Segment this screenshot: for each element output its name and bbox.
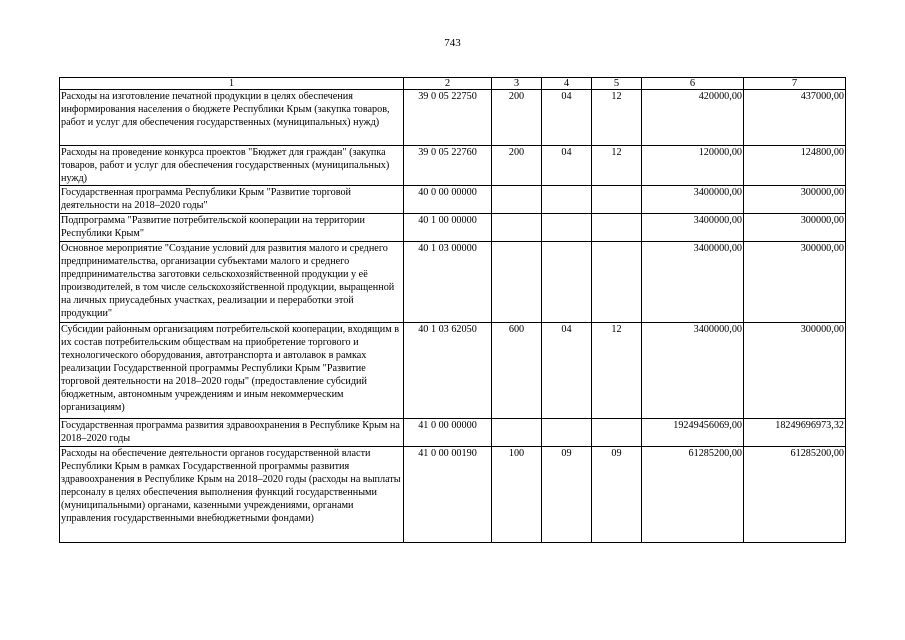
row-name: Основное мероприятие "Создание условий для развития малого и среднего предпринимательства, организации субъектами малого и среднего предпринимательства заготовки сельскохозяйственной продукции у её производителей, в том числе сельскохозяйственной продукции, выращенной на личных приусадебных участках, реализации и переработки этой продукции" xyxy=(60,242,404,323)
row-subsection xyxy=(592,419,642,447)
row-target-article: 40 0 00 00000 xyxy=(404,186,492,214)
col-header-5: 5 xyxy=(592,78,642,90)
row-section: 04 xyxy=(542,146,592,186)
row-section xyxy=(542,186,592,214)
row-sum-year2: 300000,00 xyxy=(744,186,846,214)
row-sum-year2: 124800,00 xyxy=(744,146,846,186)
row-expense-type: 100 xyxy=(492,447,542,543)
row-name: Расходы на изготовление печатной продукции в целях обеспечения информирования населения о бюджете Республики Крым (закупка товаров, работ и услуг для обеспечения государственных (муниципальных) нужд) xyxy=(60,90,404,146)
table-row xyxy=(60,90,846,146)
table-row xyxy=(60,242,846,323)
row-name: Государственная программа развития здравоохранения в Республике Крым на 2018–2020 годы xyxy=(60,419,404,447)
row-subsection: 12 xyxy=(592,323,642,419)
row-sum-year2: 437000,00 xyxy=(744,90,846,146)
row-sum-year2: 300000,00 xyxy=(744,323,846,419)
table-row xyxy=(60,186,846,214)
row-section xyxy=(542,214,592,242)
row-name: Расходы на проведение конкурса проектов "Бюджет для граждан" (закупка товаров, работ и услуг для обеспечения государственных (муниципальных) нужд) xyxy=(60,146,404,186)
row-sum-year1: 3400000,00 xyxy=(642,214,744,242)
row-expense-type: 200 xyxy=(492,90,542,146)
row-expense-type xyxy=(492,242,542,323)
row-sum-year1: 3400000,00 xyxy=(642,186,744,214)
col-header-4: 4 xyxy=(542,78,592,90)
row-sum-year1: 19249456069,00 xyxy=(642,419,744,447)
row-sum-year1: 420000,00 xyxy=(642,90,744,146)
col-header-7: 7 xyxy=(744,78,846,90)
row-name: Субсидии районным организациям потребительской кооперации, входящим в их состав потребительским обществам на приобретение торгового и технологического оборудования, автотранспорта и автолавок в рамках реализации Государственной программы Республики Крым "Развитие торговой деятельности на 2018–2020 годы" (предоставление субсидий бюджетным, автономным учреждениям и иным некоммерческим организациям) xyxy=(60,323,404,419)
table-row xyxy=(60,214,846,242)
row-sum-year2: 61285200,00 xyxy=(744,447,846,543)
row-sum-year1: 61285200,00 xyxy=(642,447,744,543)
row-expense-type xyxy=(492,214,542,242)
row-name: Подпрограмма "Развитие потребительской кооперации на территории Республики Крым" xyxy=(60,214,404,242)
row-target-article: 39 0 05 22760 xyxy=(404,146,492,186)
budget-table xyxy=(59,77,846,543)
col-header-1: 1 xyxy=(60,78,404,90)
row-subsection: 09 xyxy=(592,447,642,543)
col-header-3: 3 xyxy=(492,78,542,90)
row-target-article: 40 1 00 00000 xyxy=(404,214,492,242)
row-expense-type: 200 xyxy=(492,146,542,186)
table-row xyxy=(60,323,846,419)
row-sum-year2: 18249696973,32 xyxy=(744,419,846,447)
row-target-article: 40 1 03 00000 xyxy=(404,242,492,323)
col-header-2: 2 xyxy=(404,78,492,90)
row-subsection xyxy=(592,214,642,242)
row-subsection: 12 xyxy=(592,146,642,186)
row-sum-year1: 120000,00 xyxy=(642,146,744,186)
row-expense-type xyxy=(492,186,542,214)
row-name: Расходы на обеспечение деятельности органов государственной власти Республики Крым в рамках Государственной программы развития здравоохранения в Республике Крым на 2018–2020 годы (расходы на выплаты персоналу в целях обеспечения выполнения функций государственными (муниципальными) органами, казенными учреждениями, органами управления государственными внебюджетными фондами) xyxy=(60,447,404,543)
table-row xyxy=(60,146,846,186)
row-section: 09 xyxy=(542,447,592,543)
row-sum-year1: 3400000,00 xyxy=(642,242,744,323)
table-row xyxy=(60,447,846,543)
row-subsection xyxy=(592,186,642,214)
header-row xyxy=(60,78,846,90)
row-target-article: 41 0 00 00000 xyxy=(404,419,492,447)
col-header-6: 6 xyxy=(642,78,744,90)
row-name: Государственная программа Республики Крым "Развитие торговой деятельности на 2018–2020 годы" xyxy=(60,186,404,214)
row-section xyxy=(542,419,592,447)
row-sum-year1: 3400000,00 xyxy=(642,323,744,419)
table-row xyxy=(60,419,846,447)
row-target-article: 39 0 05 22750 xyxy=(404,90,492,146)
row-section xyxy=(542,242,592,323)
row-subsection xyxy=(592,242,642,323)
row-section: 04 xyxy=(542,323,592,419)
row-expense-type: 600 xyxy=(492,323,542,419)
row-sum-year2: 300000,00 xyxy=(744,242,846,323)
row-target-article: 40 1 03 62050 xyxy=(404,323,492,419)
row-target-article: 41 0 00 00190 xyxy=(404,447,492,543)
row-expense-type xyxy=(492,419,542,447)
row-section: 04 xyxy=(542,90,592,146)
row-subsection: 12 xyxy=(592,90,642,146)
row-sum-year2: 300000,00 xyxy=(744,214,846,242)
page-number: 743 xyxy=(444,37,461,49)
